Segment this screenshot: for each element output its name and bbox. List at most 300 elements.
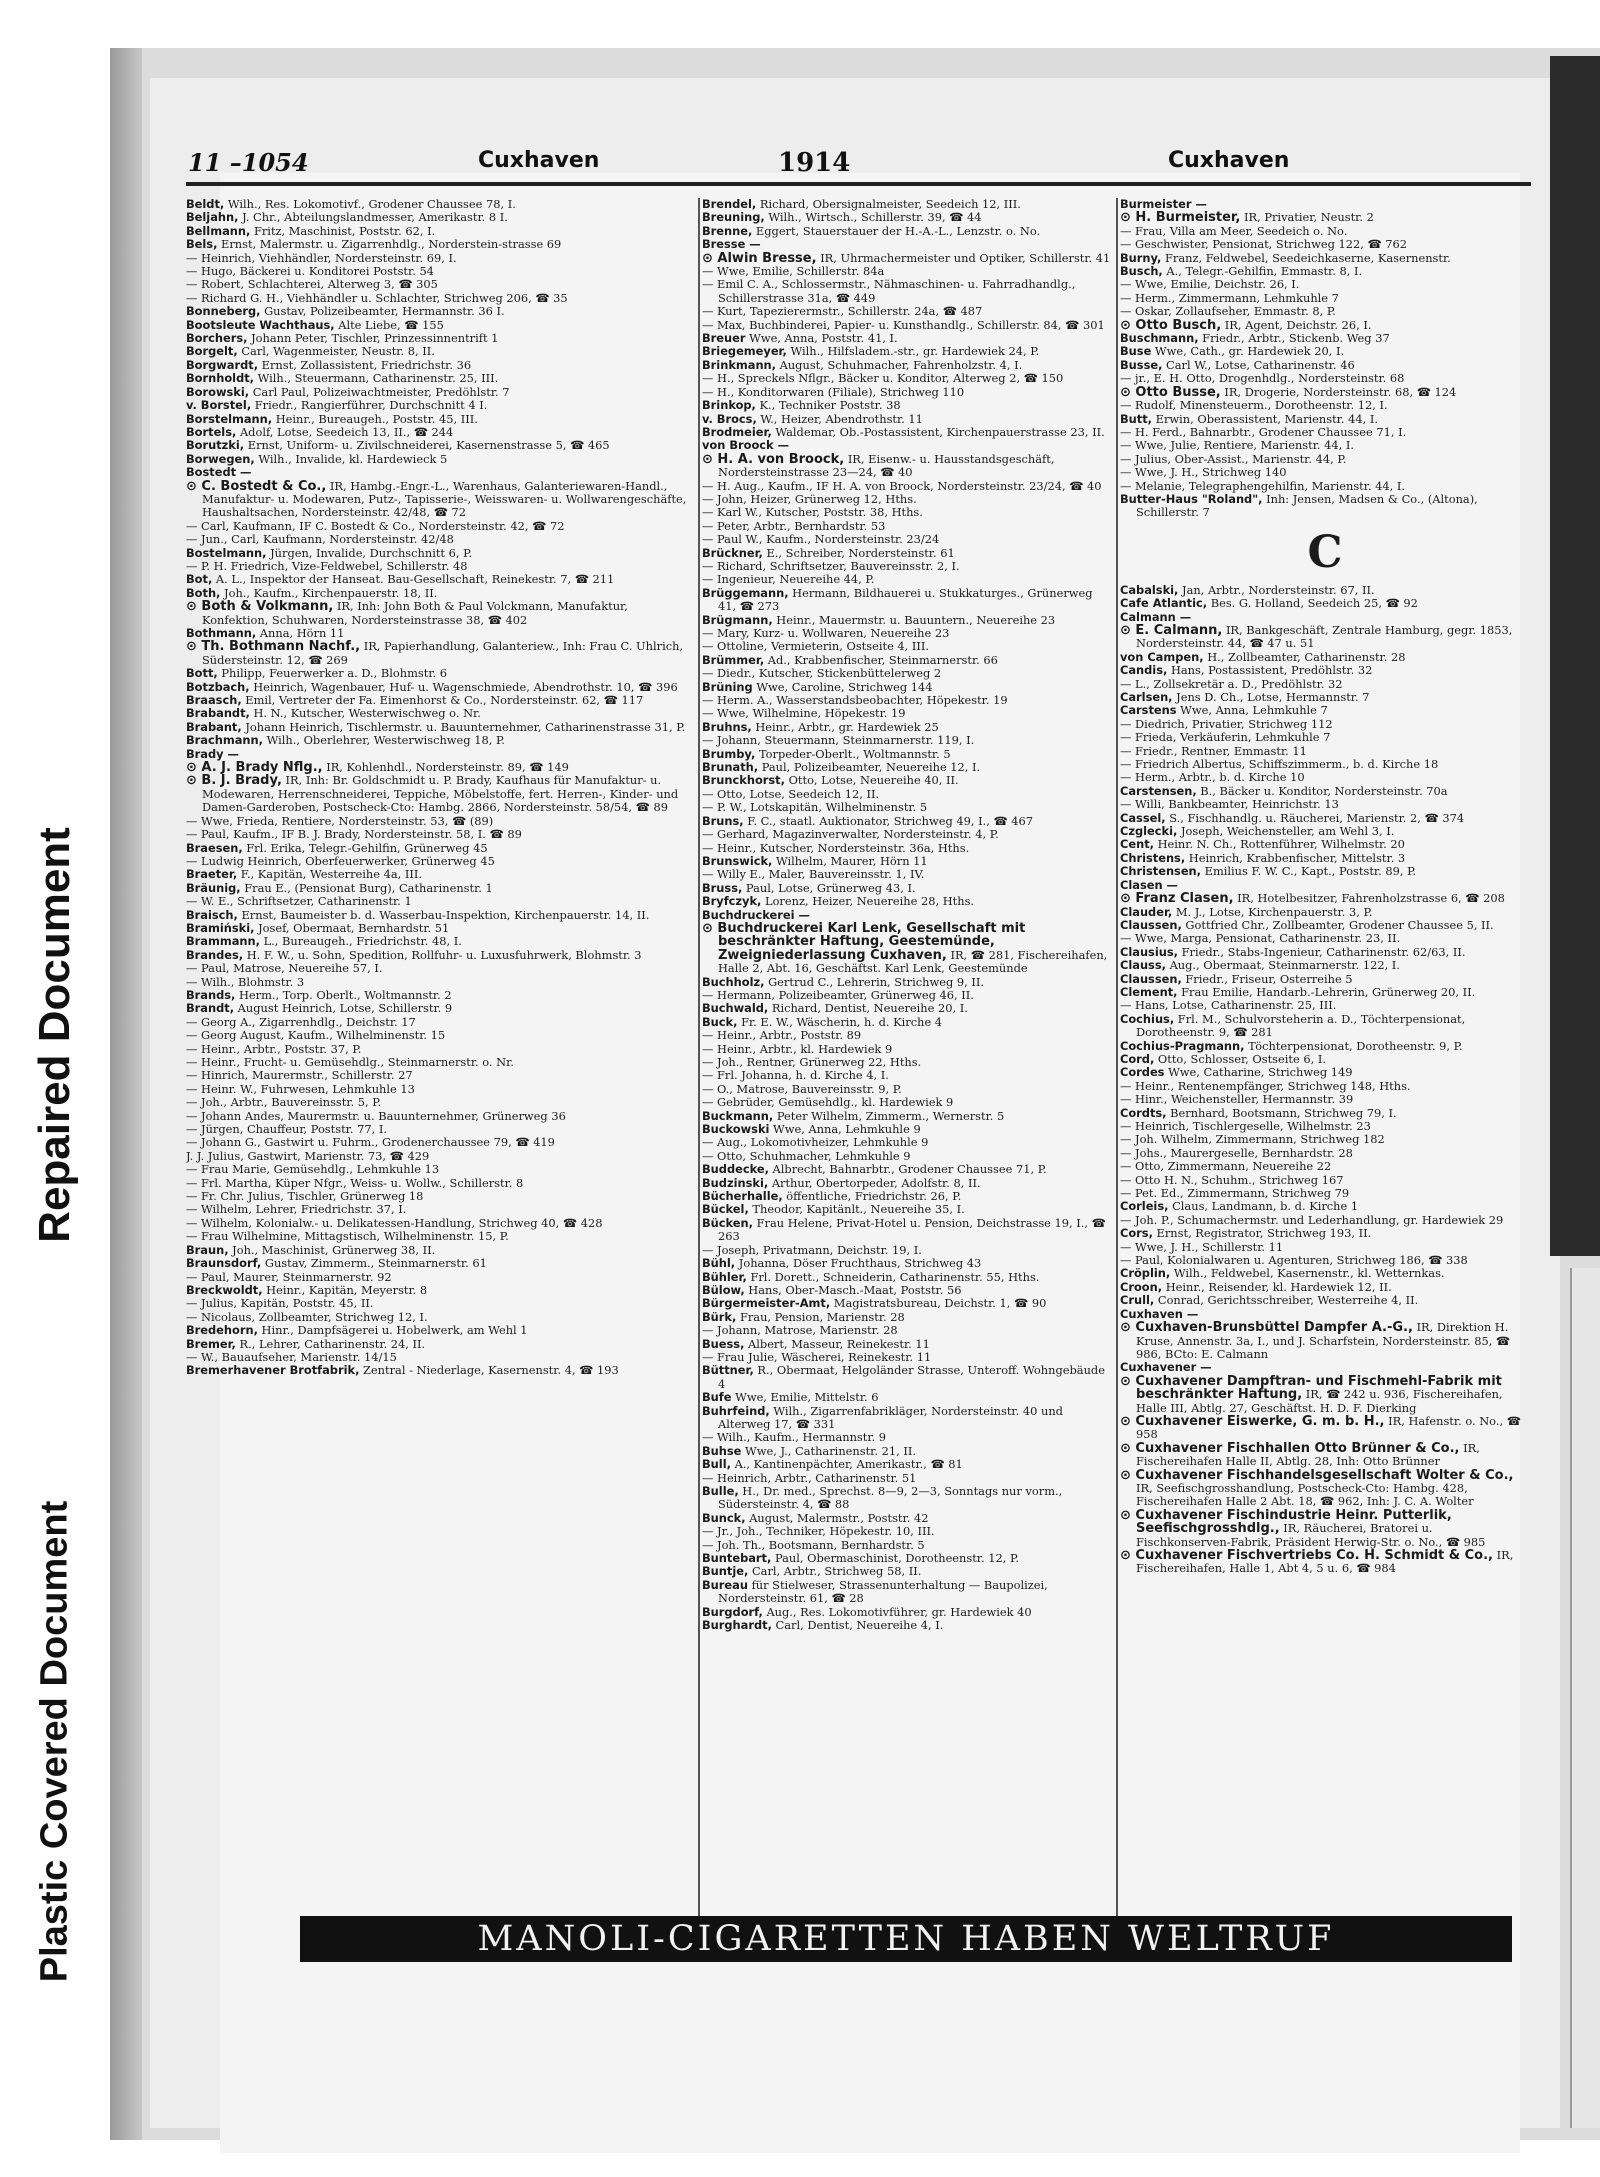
entry-details: — Paul, Matrose, Neuereihe 57, I. [186, 961, 383, 976]
entry-name: Bot, [186, 572, 213, 587]
entry-details: Wilh., Steuermann, Catharinenstr. 25, III. [257, 371, 499, 386]
directory-entry [702, 1472, 1112, 1485]
entry-details: Zentral - Niederlage, Kasernenstr. 4, ☎ 193 [363, 1363, 619, 1378]
directory-entry [1120, 946, 1530, 959]
entry-details: — Frau Julie, Wäscherei, Reinekestr. 11 [702, 1349, 932, 1364]
entry-name: Cordts, [1120, 1105, 1167, 1120]
entry-name: Croon, [1120, 1279, 1163, 1294]
directory-entry [702, 1445, 1112, 1458]
directory-entry [186, 1217, 694, 1230]
directory-entry [186, 225, 694, 238]
entry-details: Hermann, Bildhauerei u. Stukkaturges., Grünerweg 41, ☎ 273 [718, 585, 1093, 614]
header-rule [186, 182, 1531, 186]
entry-details: — Heinrich, Arbtr., Catharinenstr. 51 [702, 1470, 917, 1485]
entry-details: — H. Aug., Kaufm., IF H. A. von Broock, Nordersteinstr. 23/24, ☎ 40 [702, 478, 1102, 493]
directory-entry [186, 560, 694, 573]
entry-details: — Peter, Arbtr., Bernhardstr. 53 [702, 518, 886, 533]
entry-details: Heinr., Mauermstr. u. Bauuntern., Neuereihe 23 [776, 612, 1056, 627]
entry-details: Theodor, Kapitänlt., Neuereihe 35, I. [752, 1202, 965, 1217]
entry-details: Eggert, Stauerstauer der H.-A.-L., Lenzstr. o. No. [755, 223, 1041, 238]
running-title-right: Cuxhaven [1168, 148, 1290, 173]
directory-entry [1120, 1147, 1530, 1160]
directory-entry [186, 1190, 694, 1203]
firm-listing [1120, 386, 1530, 399]
entry-details: — Friedr., Rentner, Emmastr. 11 [1120, 743, 1307, 758]
entry-name: Cassel, [1120, 810, 1166, 825]
entry-details: A., Kantinenpächter, Amerikastr., ☎ 81 [734, 1457, 963, 1472]
directory-entry [702, 439, 1112, 452]
directory-entry [702, 480, 1112, 493]
entry-details: — Johs., Maurergeselle, Bernhardstr. 28 [1120, 1145, 1353, 1160]
entry-details: IR, Räucherei, Bratorei u. Fischkonserven-Fabrik, Präsident Herwig-Str. o. No., ☎ 985 [1136, 1521, 1486, 1549]
entry-name: Buess, [702, 1336, 745, 1351]
entry-details: Wwe, Caroline, Strichweg 144 [756, 679, 933, 694]
directory-entry [186, 1203, 694, 1216]
directory-entry [186, 627, 694, 640]
entry-details: F., Kapitän, Westerreihe 4a, III. [240, 867, 423, 882]
entry-details: Wilh., Invalide, kl. Hardewieck 5 [258, 451, 448, 466]
entry-name: ⊙ Cuxhavener Fischhallen Otto Brünner & Co., [1120, 1440, 1460, 1456]
entry-name: ⊙ Otto Busse, [1120, 384, 1221, 400]
directory-entry [186, 332, 694, 345]
directory-entry [1120, 932, 1530, 945]
entry-details: — Oskar, Zollaufseher, Emmastr. 8, P. [1120, 304, 1336, 319]
entry-details: Wilhelm, Maurer, Hörn 11 [776, 853, 928, 868]
directory-entry [186, 1056, 694, 1069]
directory-entry [1120, 225, 1530, 238]
directory-entry [186, 1351, 694, 1364]
firm-listing [1120, 1375, 1530, 1415]
directory-entry [1120, 1053, 1530, 1066]
directory-entry [702, 265, 1112, 278]
entry-name: Breuer [702, 331, 746, 346]
entry-details: Wilh., Hilfsladem.-str., gr. Hardewiek 24, P. [790, 344, 1040, 359]
manoli-cigarette-advertisement: MANOLI-CIGARETTEN HABEN WELTRUF [300, 1916, 1512, 1962]
entry-name: Both, [186, 585, 221, 600]
entry-name: Corleis, [1120, 1199, 1169, 1214]
entry-name: Cent, [1120, 837, 1154, 852]
entry-details: Carl, Wagenmeister, Neustr. 8, II. [241, 344, 435, 359]
directory-entry [186, 399, 694, 412]
entry-name: Buhrfeind, [702, 1403, 770, 1418]
entry-details: Emil, Vertreter der Fa. Eimenhorst & Co., Nordersteinstr. 62, ☎ 117 [245, 693, 644, 708]
entry-name: Cabalski, [1120, 582, 1179, 597]
directory-entry [1120, 999, 1530, 1012]
entry-details: — Jürgen, Chauffeur, Poststr. 77, I. [186, 1122, 387, 1137]
directory-entry [186, 989, 694, 1002]
directory-entry [186, 292, 694, 305]
directory-entry [186, 667, 694, 680]
directory-entry [186, 1311, 694, 1324]
entry-name: Beljahn, [186, 210, 239, 225]
entry-name: Brodmeier, [702, 424, 772, 439]
directory-entry [186, 1177, 694, 1190]
entry-details: A., Telegr.-Gehilfin, Emmastr. 8, I. [1166, 264, 1363, 279]
directory-entry [702, 426, 1112, 439]
directory-entry [186, 426, 694, 439]
entry-name: ⊙ Cuxhavener Fischindustrie Heinr. Putterlik, Seefischgrosshdlg., [1120, 1507, 1452, 1537]
entry-details: Paul, Polizeibeamter, Neuereihe 12, I. [761, 760, 981, 775]
directory-entry [1120, 439, 1530, 452]
entry-details: — Herm. A., Wasserstandsbeobachter, Höpekestr. 19 [702, 693, 1008, 708]
entry-details: Frl. Erika, Telegr.-Gehilfin, Grünerweg 45 [246, 840, 488, 855]
directory-entry [186, 815, 694, 828]
entry-details: Magistratsbureau, Deichstr. 1, ☎ 90 [833, 1296, 1047, 1311]
page-header [188, 148, 1528, 182]
entry-details: J. Chr., Abteilungslandmesser, Amerikastr. 8 I. [242, 210, 508, 225]
entry-details: IR, Fischereihafen Halle II, Abtlg. 28, Inh: Otto Brünner [1136, 1440, 1480, 1469]
entry-name: Beldt, [186, 198, 225, 211]
directory-entry [1120, 691, 1530, 704]
directory-entry [702, 1043, 1112, 1056]
entry-details: Hans, Ober-Masch.-Maat, Poststr. 56 [748, 1282, 962, 1297]
entry-name: Brügmann, [702, 612, 773, 627]
directory-entry [186, 372, 694, 385]
entry-name: Carlsen, [1120, 690, 1173, 704]
entry-name: Bürgermeister-Amt, [702, 1296, 831, 1311]
running-title-left: Cuxhaven [478, 148, 600, 173]
directory-entry [702, 1190, 1112, 1203]
entry-name: Busch, [1120, 264, 1163, 279]
directory-entry [702, 1606, 1112, 1619]
entry-name: Busse, [1120, 357, 1163, 372]
entry-name: Brümmer, [702, 652, 765, 667]
entry-details: Ernst, Malermstr. u. Zigarrenhdlg., Norderstein-strasse 69 [221, 237, 562, 252]
directory-entry [186, 1271, 694, 1284]
entry-name: Bornholdt, [186, 371, 254, 386]
entry-name: v. Borstel, [186, 398, 252, 413]
entry-details: — Melanie, Telegraphengehilfin, Marienstr. 44, I. [1120, 478, 1406, 493]
entry-details: — Wilhelm, Lehrer, Friedrichstr. 37, I. [186, 1202, 407, 1217]
entry-name: Brady — [186, 746, 239, 761]
entry-name: Bott, [186, 666, 218, 681]
entry-details: Claus, Landmann, b. d. Kirche 1 [1172, 1199, 1359, 1214]
entry-details: — Wwe, Frieda, Rentiere, Nordersteinstr. 53, ☎ (89) [186, 813, 494, 828]
directory-entry [702, 1177, 1112, 1190]
entry-name: ⊙ Alwin Bresse, [702, 250, 817, 266]
directory-entry [1120, 664, 1530, 677]
entry-details: Waldemar, Ob.-Postassistent, Kirchenpauerstrasse 23, II. [775, 424, 1105, 439]
directory-entry [186, 1257, 694, 1270]
entry-name: Botzbach, [186, 679, 250, 694]
directory-entry [186, 359, 694, 372]
firm-listing [186, 600, 694, 627]
entry-details: Anna, Hörn 11 [259, 626, 345, 640]
entry-name: Bühler, [702, 1269, 747, 1284]
directory-entry [1120, 493, 1530, 520]
entry-name: Bruns, [702, 813, 744, 828]
directory-entry [1120, 584, 1530, 597]
directory-entry [702, 1552, 1112, 1565]
directory-entry [702, 1619, 1112, 1632]
entry-details: Paul, Lotse, Grünerweg 43, I. [745, 880, 916, 895]
directory-entry [1120, 785, 1530, 798]
directory-entry [702, 278, 1112, 305]
entry-name: ⊙ Cuxhavener Eiswerke, G. m. b. H., [1120, 1413, 1385, 1429]
directory-entry [1120, 611, 1530, 624]
entry-name: ⊙ Th. Bothmann Nachf., [186, 639, 361, 655]
directory-entry [702, 386, 1112, 399]
directory-entry [702, 667, 1112, 680]
entry-details: H., Dr. med., Sprechst. 8—9, 2—3, Sonntags nur vorm., Südersteinstr. 4, ☎ 88 [718, 1484, 1063, 1512]
directory-entry [702, 372, 1112, 385]
directory-entry [1120, 1200, 1530, 1213]
entry-details: Heinrich, Krabbenfischer, Mittelstr. 3 [1188, 850, 1406, 865]
directory-entry [1120, 1361, 1530, 1374]
entry-details: Joh., Maschinist, Grünerweg 38, II. [232, 1242, 436, 1257]
entry-details: IR, Agent, Deichstr. 26, I. [1224, 317, 1372, 332]
directory-entry [702, 573, 1112, 586]
directory-entry [1120, 986, 1530, 999]
entry-details: — Willy E., Maler, Bauvereinsstr. 1, IV. [702, 867, 925, 882]
entry-details: — Otto, Schuhmacher, Lehmkuhle 9 [702, 1148, 911, 1163]
entry-details: — Frau Wilhelmine, Mittagstisch, Wilhelminenstr. 15, P. [186, 1229, 509, 1244]
directory-entry [702, 828, 1112, 841]
entry-name: Cuxhavener — [1120, 1360, 1212, 1375]
entry-details: Heinr., Arbtr., gr. Hardewiek 25 [755, 719, 939, 734]
directory-entry [186, 949, 694, 962]
directory-entry [186, 922, 694, 935]
entry-details: IR, Uhrmachermeister und Optiker, Schillerstr. 41 [820, 250, 1111, 265]
directory-entry [186, 573, 694, 586]
directory-entry [1120, 865, 1530, 878]
entry-name: Buchwald, [702, 1001, 769, 1016]
plastic-covered-document-label: Plastic Covered Document [33, 1500, 76, 1983]
entry-details: Franz, Feldwebel, Seedeichkaserne, Kasernenstr. [1165, 250, 1451, 265]
entry-name: Brinkmann, [702, 357, 776, 372]
entry-details: — Joseph, Privatmann, Deichstr. 19, I. [702, 1242, 922, 1257]
firm-listing [1120, 892, 1530, 905]
entry-details: Joseph, Weichensteller, am Wehl 3, I. [1180, 824, 1395, 839]
entry-details: — Hugo, Bäckerei u. Konditorei Poststr. 54 [186, 264, 434, 279]
entry-details: — H., Spreckels Nflgr., Bäcker u. Konditor, Alterweg 2, ☎ 150 [702, 371, 1064, 386]
entry-details: Ernst, Baumeister b. d. Wasserbau-Inspektion, Kirchenpauerstr. 14, II. [241, 907, 650, 922]
entry-details: Heinr., Bureaugeh., Poststr. 45, III. [275, 411, 478, 426]
directory-entry [1120, 1174, 1530, 1187]
firm-listing [186, 761, 694, 774]
entry-details: Ernst, Registrator, Strichweg 193, II. [1156, 1226, 1372, 1241]
entry-name: Buck, [702, 1014, 738, 1029]
entry-name: ⊙ H. Burmeister, [1120, 210, 1241, 226]
entry-details: — Jr., Joh., Techniker, Höpekestr. 10, III. [702, 1524, 935, 1539]
entry-details: — Otto, Zimmermann, Neuereihe 22 [1120, 1159, 1332, 1174]
directory-entry [702, 761, 1112, 774]
directory-entry [1120, 745, 1530, 758]
entry-details: Frl. Dorett., Schneiderin, Catharinenstr. 55, Hths. [750, 1269, 1040, 1284]
entry-details: Wwe, Anna, Lehmkuhle 9 [773, 1122, 921, 1137]
entry-name: Bostedt — [186, 465, 252, 480]
entry-name: Cröplin, [1120, 1266, 1171, 1281]
entry-details: — Wwe, Emilie, Deichstr. 26, I. [1120, 277, 1300, 292]
entry-name: Brückner, [702, 545, 763, 560]
directory-entry [186, 1043, 694, 1056]
directory-entry [186, 413, 694, 426]
directory-entry [186, 895, 694, 908]
entry-details: IR, Inh: John Both & Paul Volckmann, Manufaktur, Konfektion, Schuhwaren, Nordersteinstrasse 38, ☎ 402 [202, 599, 628, 627]
entry-name: ⊙ Otto Busch, [1120, 317, 1222, 333]
entry-name: Carstens [1120, 703, 1177, 718]
directory-entry [702, 1056, 1112, 1069]
entry-name: Borutzki, [186, 438, 245, 453]
entry-details: — Johann Andes, Maurermstr. u. Bauunternehmer, Grünerweg 36 [186, 1108, 566, 1123]
entry-name: Carstensen, [1120, 783, 1197, 798]
entry-details: — Paul, Kaufm., IF B. J. Brady, Nordersteinstr. 58, I. ☎ 89 [186, 827, 522, 842]
entry-details: — Ludwig Heinrich, Oberfeuerwerker, Grünerweg 45 [186, 853, 495, 868]
directory-entry [186, 1338, 694, 1351]
entry-name: ⊙ B. J. Brady, [186, 773, 282, 789]
entry-details: — Emil C. A., Schlossermstr., Nähmaschinen- u. Fahrradhandlg., Schillerstrasse 31a, ☎ 449 [702, 277, 1076, 305]
directory-entry [1120, 1254, 1530, 1267]
entry-name: Büttner, [702, 1363, 754, 1378]
directory-entry [186, 976, 694, 989]
directory-entry [1120, 265, 1530, 278]
directory-entry [702, 1029, 1112, 1042]
directory-entry [1120, 1241, 1530, 1254]
next-page-edge [1550, 56, 1600, 1256]
entry-name: Clauder, [1120, 904, 1173, 919]
entry-details: Fritz, Maschinist, Poststr. 62, I. [253, 223, 436, 238]
entry-details: — Paul, Kolonialwaren u. Agenturen, Strichweg 186, ☎ 338 [1120, 1253, 1468, 1268]
column-rule [698, 198, 700, 1918]
directory-entry [702, 1311, 1112, 1324]
directory-entry [186, 721, 694, 734]
entry-details: — Johann G., Gastwirt u. Fuhrm., Grodenerchaussee 79, ☎ 419 [186, 1135, 555, 1150]
entry-name: Borwegen, [186, 451, 255, 466]
entry-name: Brandes, [186, 947, 244, 962]
entry-details: — Ingenieur, Neuereihe 44, P. [702, 572, 875, 587]
directory-entry [186, 278, 694, 291]
entry-details: Jan, Arbtr., Nordersteinstr. 67, II. [1182, 582, 1375, 597]
directory-entry [186, 1002, 694, 1015]
entry-details: Wwe, Emilie, Mittelstr. 6 [735, 1390, 879, 1405]
firm-listing [702, 922, 1112, 976]
directory-entry [702, 788, 1112, 801]
entry-name: Brinkop, [702, 398, 756, 413]
entry-details: August, Schuhmacher, Fahrenholzstr. 4, I. [779, 357, 1023, 372]
directory-entry [702, 1083, 1112, 1096]
directory-entry [1120, 1133, 1530, 1146]
entry-name: Bremerhavener Brotfabrik, [186, 1363, 360, 1378]
entry-name: Christensen, [1120, 864, 1201, 879]
entry-details: — Johann, Steuermann, Steinmarnerstr. 119, I. [702, 733, 975, 748]
directory-entry [1120, 771, 1530, 784]
entry-details: — Diedr., Kutscher, Stickenbüttelerweg 2 [702, 666, 942, 681]
directory-entry [186, 547, 694, 560]
directory-entry [1120, 678, 1530, 691]
firm-listing [702, 453, 1112, 480]
entry-details: Torpeder-Oberlt., Woltmannstr. 5 [758, 746, 951, 761]
directory-entry [702, 694, 1112, 707]
directory-entry [186, 1096, 694, 1109]
directory-entry [702, 1431, 1112, 1444]
entry-name: Cochius, [1120, 1011, 1175, 1026]
directory-entry [1120, 1294, 1530, 1307]
entry-name: Buschmann, [1120, 331, 1199, 346]
entry-details: Paul, Obermaschinist, Dorotheenstr. 12, P. [774, 1551, 1019, 1566]
directory-entry [702, 211, 1112, 224]
firm-listing [1120, 1321, 1530, 1361]
directory-entry [1120, 879, 1530, 892]
entry-details: Wwe, Catharine, Strichweg 149 [1168, 1065, 1353, 1080]
directory-entry [702, 560, 1112, 573]
directory-entry [702, 1096, 1112, 1109]
directory-entry [186, 1324, 694, 1337]
entry-details: Heinr., Reisender, kl. Hardewiek 12, II. [1165, 1279, 1392, 1294]
directory-entry [702, 1351, 1112, 1364]
firm-listing [1120, 1509, 1530, 1549]
entry-details: — Heinr. W., Fuhrwesen, Lehmkuhle 13 [186, 1081, 415, 1096]
firm-listing [1120, 1415, 1530, 1442]
entry-name: Burghardt, [702, 1618, 772, 1633]
entry-details: IR, ☎ 281, Fischereihafen, Halle 2, Abt. 16, Geschäftst. Karl Lenk, Geestemünde [718, 947, 1108, 976]
directory-entry [1120, 399, 1530, 412]
entry-details: H., Zollbeamter, Catharinenstr. 28 [1207, 649, 1406, 664]
directory-entry [702, 520, 1112, 533]
entry-details: IR, Inh: Br. Goldschmidt u. P. Brady, Kaufhaus für Manufaktur- u. Modewaren, Herrenschneiderei, Teppiche, Möbelstoffe, fert. Herren-, Kinder- und Damen-Garderoben, Postscheck-Cto: Hambg. 2866, Nordersteinstr. 58/54, ☎ 89 [202, 773, 679, 815]
directory-entry [1120, 238, 1530, 251]
directory-entry [702, 1579, 1112, 1606]
entry-name: Bunck, [702, 1510, 746, 1525]
directory-entry [1120, 825, 1530, 838]
entry-name: Bruss, [702, 880, 743, 895]
entry-details: — Ottoline, Vermieterin, Ostseite 4, III. [702, 639, 930, 654]
directory-entry [1120, 959, 1530, 972]
directory-entry [702, 868, 1112, 881]
entry-details: Wwe, Anna, Poststr. 41, I. [749, 331, 898, 346]
entry-details: F. C., staatl. Auktionator, Strichweg 49, I., ☎ 467 [747, 813, 1034, 828]
entry-details: für Stielweser, Strassenunterhaltung — Baupolizei, Nordersteinstr. 61, ☎ 28 [718, 1577, 1048, 1606]
entry-name: ⊙ A. J. Brady Nflg., [186, 760, 323, 776]
entry-details: — Kurt, Tapezierermstr., Schillerstr. 24a, ☎ 487 [702, 304, 983, 319]
entry-details: Heinrich, Wagenbauer, Huf- u. Wagenschmiede, Abendrothstr. 10, ☎ 396 [253, 679, 678, 694]
entry-name: Bresse — [702, 237, 761, 252]
entry-details: — Wwe, J. H., Strichweg 140 [1120, 465, 1287, 480]
entry-name: Bruhns, [702, 719, 752, 734]
entry-details: — Wwe, Emilie, Schillerstr. 84a [702, 264, 885, 279]
entry-details: — Heinr., Arbtr., kl. Hardewiek 9 [702, 1041, 893, 1056]
entry-name: ⊙ Cuxhavener Fischhandelsgesellschaft Wolter & Co., [1120, 1467, 1514, 1483]
entry-details: — W., Bauaufseher, Marienstr. 14/15 [186, 1349, 397, 1364]
directory-entry [186, 1150, 694, 1163]
entry-name: Clauss, [1120, 958, 1166, 973]
directory-entry [186, 439, 694, 452]
entry-details: Frau, Pension, Marienstr. 28 [739, 1309, 905, 1324]
directory-entry [186, 1110, 694, 1123]
entry-details: — Herm., Zimmermann, Lehmkuhle 7 [1120, 290, 1339, 305]
entry-name: Butter-Haus "Roland", [1120, 491, 1263, 506]
entry-name: Buckmann, [702, 1108, 774, 1123]
entry-details: — Carl, Kaufmann, IF C. Bostedt & Co., Nordersteinstr. 42, ☎ 72 [186, 518, 565, 533]
entry-details: Conrad, Gerichtsschreiber, Westerreihe 4, II. [1157, 1293, 1419, 1308]
entry-details: Herm., Torp. Oberlt., Woltmannstr. 2 [238, 987, 452, 1002]
entry-details: — Rudolf, Minensteuerm., Dorotheenstr. 12, I. [1120, 398, 1388, 413]
entry-name: Braeter, [186, 867, 238, 882]
entry-name: Claussen, [1120, 917, 1182, 932]
entry-details: IR, Seefischgrosshandlung, Postscheck-Cto: Hambg. 428, Fischereihafen Halle 2 Abt. 18, ☎ 962, Inh: J. C. A. Wolter [1136, 1480, 1474, 1509]
directory-entry [702, 399, 1112, 412]
firm-listing [186, 640, 694, 667]
entry-details: Erwin, Oberassistent, Marienstr. 44, I. [1155, 411, 1378, 426]
directory-entry [1120, 413, 1530, 426]
entry-details: — Jun., Carl, Kaufmann, Nordersteinstr. 42/48 [186, 532, 454, 547]
entry-details: Heinr., Kapitän, Meyerstr. 8 [266, 1282, 428, 1297]
entry-details: IR, Eisenw.- u. Hausstandsgeschäft, Nordersteinstrasse 23—24, ☎ 40 [718, 451, 1055, 480]
entry-details: Wwe, Anna, Lehmkuhle 7 [1180, 703, 1328, 718]
directory-entry [186, 265, 694, 278]
directory-entry [1120, 597, 1530, 610]
entry-details: Frau Helene, Privat-Hotel u. Pension, Deichstrasse 19, I., ☎ 263 [718, 1215, 1106, 1244]
entry-details: R., Lehrer, Catharinenstr. 24, II. [239, 1336, 426, 1351]
